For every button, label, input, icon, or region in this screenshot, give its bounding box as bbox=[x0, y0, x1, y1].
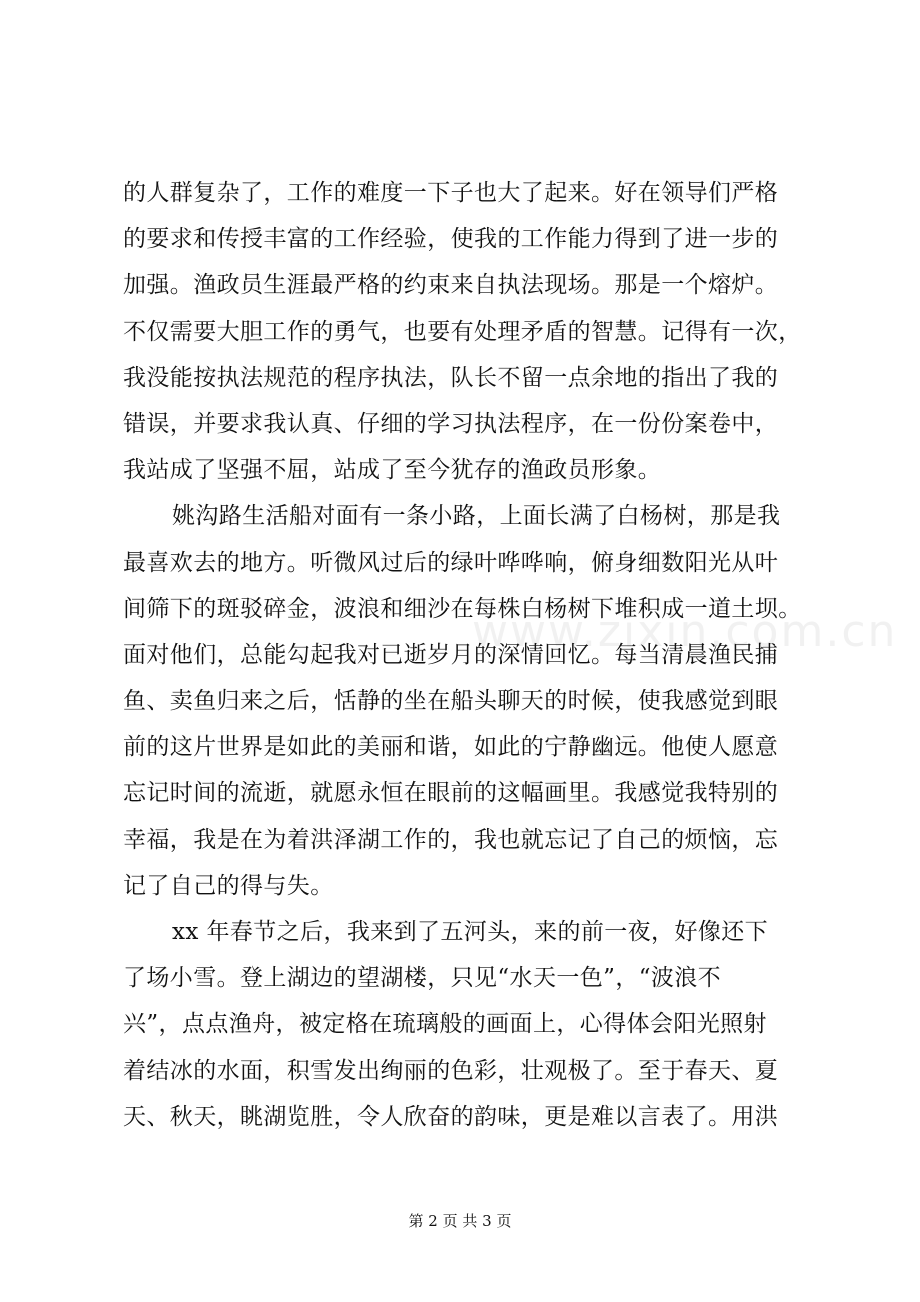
text-line: 加强。渔政员生涯最严格的约束来自执法现场。那是一个熔炉。 bbox=[123, 272, 779, 299]
text-line: 面对他们，总能勾起我对已逝岁月的深情回忆。每当清晨渔民捕 bbox=[123, 641, 779, 668]
text-line: 不仅需要大胆工作的勇气，也要有处理矛盾的智慧。记得有一次， bbox=[123, 318, 802, 345]
paragraph bbox=[123, 493, 803, 909]
text-line: 最喜欢去的地方。听微风过后的绿叶哗哗响，俯身细数阳光从叶 bbox=[123, 549, 779, 576]
text-line: 间筛下的斑驳碎金，波浪和细沙在每株白杨树下堆积成一道土坝。 bbox=[123, 595, 802, 622]
page-number-footer: 第 2 页 共 3 页 bbox=[408, 1212, 512, 1230]
paragraph bbox=[123, 170, 803, 493]
text-line: 鱼、卖鱼归来之后，恬静的坐在船头聊天的时候，使我感觉到眼 bbox=[123, 688, 779, 715]
text-line: 姚沟路生活船对面有一条小路，上面长满了白杨树，那是我 bbox=[172, 503, 781, 530]
text-line: 了场小雪。登上湖边的望湖楼，只见“水天一色”，“波浪不 bbox=[123, 965, 722, 992]
text-line: 天、秋天，眺湖览胜，令人欣奋的韵味，更是难以言表了。用洪 bbox=[123, 1103, 779, 1130]
text-line: 错误，并要求我认真、仔细的学习执法程序，在一份份案卷中， bbox=[123, 410, 779, 437]
text-line: 幸福，我是在为着洪泽湖工作的，我也就忘记了自己的烦恼，忘 bbox=[123, 826, 779, 853]
document-body bbox=[123, 170, 803, 1140]
text-line: 我站成了坚强不屈，站成了至今犹存的渔政员形象。 bbox=[123, 457, 662, 484]
watermark: www.zixin.com.cn bbox=[472, 606, 898, 657]
text-line: xx 年春节之后，我来到了五河头，来的前一夜，好像还下 bbox=[172, 919, 769, 945]
text-line: 我没能按执法规范的程序执法，队长不留一点余地的指出了我的 bbox=[123, 364, 779, 391]
text-line: 记了自己的得与失。 bbox=[123, 872, 334, 899]
text-line: 前的这片世界是如此的美丽和谐，如此的宁静幽远。他使人愿意 bbox=[123, 734, 779, 761]
paragraph bbox=[123, 909, 803, 1140]
text-line: 忘记时间的流逝，就愿永恒在眼前的这幅画里。我感觉我特别的 bbox=[123, 780, 779, 807]
text-line: 兴”，点点渔舟，被定格在琉璃般的画面上，心得体会阳光照射 bbox=[123, 1011, 767, 1038]
text-line: 着结冰的水面，积雪发出绚丽的色彩，壮观极了。至于春天、夏 bbox=[123, 1057, 779, 1084]
text-line: 的要求和传授丰富的工作经验，使我的工作能力得到了进一步的 bbox=[123, 226, 779, 253]
text-line: 的人群复杂了，工作的难度一下子也大了起来。好在领导们严格 bbox=[123, 180, 779, 206]
